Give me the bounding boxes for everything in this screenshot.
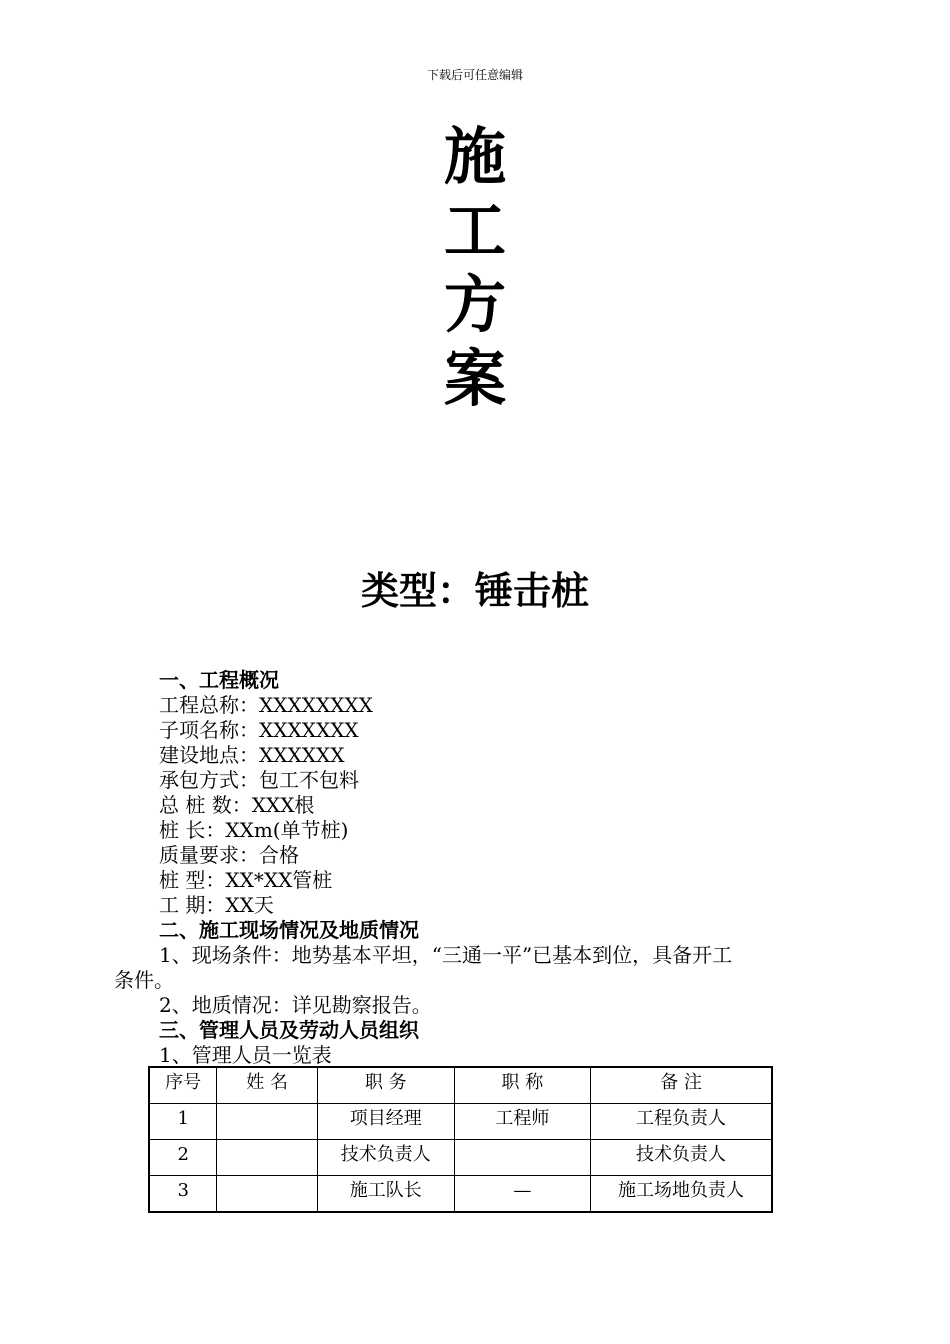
table-cell [217, 1104, 318, 1140]
overview-line: 总 桩 数：XXX根 [159, 793, 315, 817]
overview-line: 子项名称：XXXXXXX [159, 718, 359, 742]
overview-line: 建设地点：XXXXXX [159, 743, 345, 767]
table-caption: 1、管理人员一览表 [159, 1043, 332, 1067]
table-cell: 工程师 [454, 1104, 591, 1140]
table-header-cell: 备 注 [591, 1067, 772, 1104]
table-cell: 2 [149, 1140, 217, 1176]
table-header-cell: 职 称 [454, 1067, 591, 1104]
title-char-1: 施 [443, 120, 506, 193]
table-header-cell: 序号 [149, 1067, 217, 1104]
section-heading-overview: 一、工程概况 [159, 668, 279, 692]
table-header-cell: 职 务 [318, 1067, 455, 1104]
table-cell: 施工场地负责人 [591, 1176, 772, 1213]
table-cell: 项目经理 [318, 1104, 455, 1140]
table-cell: 工程负责人 [591, 1104, 772, 1140]
staff-table [148, 1066, 773, 1213]
table-row [149, 1176, 772, 1213]
overview-line: 工程总称：XXXXXXXX [159, 693, 373, 717]
overview-line: 承包方式：包工不包料 [159, 768, 359, 792]
table-cell [217, 1140, 318, 1176]
overview-line: 质量要求：合格 [159, 843, 299, 867]
table-cell: 技术负责人 [318, 1140, 455, 1176]
table-cell: 1 [149, 1104, 217, 1140]
table-cell: — [454, 1176, 591, 1213]
table-cell: 3 [149, 1176, 217, 1213]
table-cell [454, 1140, 591, 1176]
title-char-3: 方 [443, 268, 506, 341]
overview-line: 工 期：XX天 [159, 893, 274, 917]
section-heading-staff: 三、管理人员及劳动人员组织 [159, 1018, 419, 1042]
header-note: 下载后可任意编辑 [426, 68, 523, 82]
section-heading-site: 二、施工现场情况及地质情况 [159, 918, 419, 942]
title-char-4: 案 [443, 342, 506, 415]
table-header-cell: 姓 名 [217, 1067, 318, 1104]
geology-line: 2、地质情况：详见勘察报告。 [159, 993, 432, 1017]
table-row [149, 1140, 772, 1176]
site-condition-line: 1、现场条件：地势基本平坦，“三通一平”已基本到位，具备开工 [159, 943, 733, 967]
document-subtitle: 类型：锤击桩 [360, 569, 589, 613]
table-cell [217, 1176, 318, 1213]
table-row [149, 1104, 772, 1140]
table-cell: 施工队长 [318, 1176, 455, 1213]
site-condition-continuation: 条件。 [114, 968, 174, 992]
table-header-row [149, 1067, 772, 1104]
title-char-2: 工 [443, 194, 506, 267]
table-cell: 技术负责人 [591, 1140, 772, 1176]
overview-line: 桩 型：XX*XX管桩 [159, 868, 333, 892]
overview-line: 桩 长：XXm(单节桩) [159, 818, 349, 842]
